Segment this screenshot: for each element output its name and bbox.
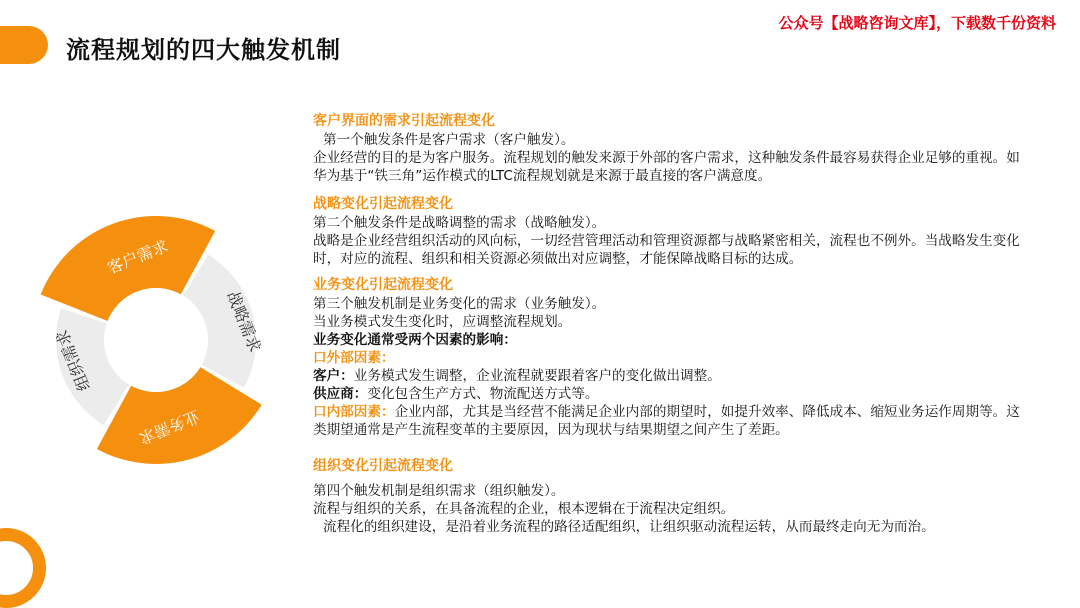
section-text: 第三个触发机制是业务变化的需求（业务触发）。 (313, 296, 606, 312)
section-text: 当业务模式发生变化时，应调整流程规划。 (313, 314, 572, 330)
supplier-label: 供应商： (313, 386, 368, 402)
internal-factors-label: 口内部因素： (313, 404, 395, 420)
customer-label: 客户： (313, 368, 354, 384)
cycle-label-customer: 客户需求 (104, 236, 171, 278)
page-title: 流程规划的四大触发机制 (66, 36, 341, 64)
cycle-label-strategy: 战略需求 (223, 288, 265, 355)
section-text: 流程化的组织建设，是沿着业务流程的路径适配组织，让组织驱动流程运转，从而最终走向无为而治。 (323, 519, 935, 535)
section-text: 战略是企业经营组织活动的风向标，一切经营管理活动和管理资源都与战略紧密相关，流程也不例外。当战略发生变化时，对应的流程、组织和相关资源必须做出对应调整，才能保障战略目标的达成。 (313, 233, 1020, 267)
customer-factor (313, 367, 1033, 385)
section-text: 第一个触发条件是客户需求（客户触发）。 (323, 132, 575, 148)
cycle-label-business: 业务需求 (136, 406, 203, 448)
title-accent-tab (0, 26, 48, 64)
section-title-customer: 客户界面的需求引起流程变化 (313, 113, 495, 129)
promo-text: 公众号【战略咨询文库】，下载数千份资料 (778, 14, 1056, 32)
supplier-text: 变化包含生产方式、物流配送方式等。 (367, 386, 599, 402)
cycle-label-organization: 组织需求 (52, 327, 94, 394)
internal-factor (313, 403, 1033, 439)
section-text: 第四个触发机制是组织需求（组织触发）。 (313, 483, 565, 499)
section-title-business: 业务变化引起流程变化 (313, 277, 453, 293)
external-factors-label: 口外部因素： (313, 350, 395, 366)
section-subheading: 业务变化通常受两个因素的影响： (313, 332, 517, 348)
internal-text: 企业内部，尤其是当经营不能满足企业内部的期望时，如提升效率、降低成本、缩短业务运作周期等。这类期望通常是产生流程变革的主要原因，因为现状与结果期望之间产生了差距。 (313, 404, 1020, 438)
content-panel (313, 112, 1033, 536)
section-text: 企业经营的目的是为客户服务。流程规划的触发来源于外部的客户需求，这种触发条件最容易获得企业足够的重视。如华为基于“铁三角”运作模式的LTC流程规划就是来源于最直接的客户满意度。 (313, 150, 1020, 184)
cycle-center (104, 288, 208, 392)
customer-text: 业务模式发生调整，企业流程就要跟着客户的变化做出调整。 (353, 368, 721, 384)
decorative-ring (0, 528, 46, 608)
section-title-organization: 组织变化引起流程变化 (313, 458, 453, 474)
supplier-factor (313, 385, 1033, 403)
section-title-strategy: 战略变化引起流程变化 (313, 196, 453, 212)
trigger-cycle-diagram (28, 212, 284, 468)
section-text: 第二个触发条件是战略调整的需求（战略触发）。 (313, 215, 606, 231)
section-text: 流程与组织的关系，在具备流程的企业，根本逻辑在于流程决定组织。 (313, 501, 735, 517)
